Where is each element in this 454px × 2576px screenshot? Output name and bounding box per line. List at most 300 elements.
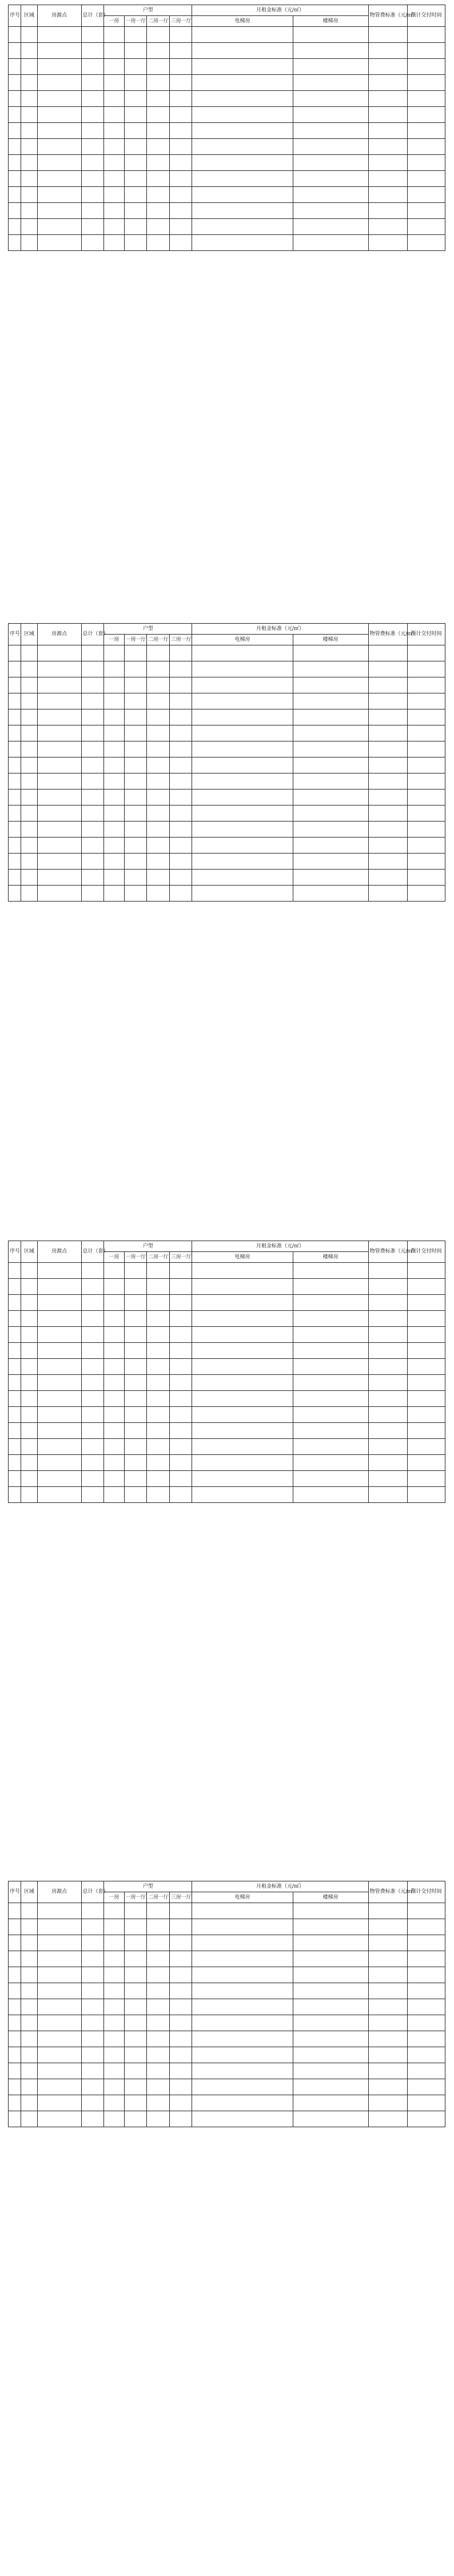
- table-cell: [104, 2063, 124, 2079]
- table-cell: [9, 1295, 21, 1311]
- table-cell: [147, 107, 170, 123]
- table-row: [9, 757, 445, 773]
- table-cell: [104, 725, 124, 741]
- table-cell: [37, 741, 81, 757]
- table-cell: [147, 886, 170, 902]
- table-cell: [147, 75, 170, 91]
- table-cell: [9, 645, 21, 661]
- table-cell: [169, 1487, 192, 1503]
- table-cell: [407, 1263, 445, 1279]
- table-cell: [407, 235, 445, 251]
- table-row: [9, 2095, 445, 2111]
- table-cell: [192, 645, 293, 661]
- table-row: [9, 2063, 445, 2079]
- table-cell: [147, 1919, 170, 1935]
- table-cell: [9, 757, 21, 773]
- table-cell: [104, 1375, 124, 1391]
- table-row: [9, 645, 445, 661]
- table-cell: [192, 1359, 293, 1375]
- table-cell: [147, 1407, 170, 1423]
- table-cell: [81, 661, 104, 677]
- table-cell: [21, 725, 38, 741]
- table-cell: [407, 91, 445, 107]
- table-cell: [169, 123, 192, 139]
- header-delivery: 预计交付时间: [407, 5, 445, 27]
- table-cell: [407, 1983, 445, 1999]
- table-cell: [368, 1407, 407, 1423]
- table-cell: [293, 2015, 368, 2031]
- header-site: 房源点: [37, 5, 81, 27]
- table-cell: [147, 2015, 170, 2031]
- table-cell: [407, 75, 445, 91]
- table-cell: [368, 75, 407, 91]
- table-cell: [147, 725, 170, 741]
- table-cell: [407, 139, 445, 155]
- table-cell: [124, 1967, 147, 1983]
- table-cell: [407, 677, 445, 693]
- table-cell: [192, 773, 293, 789]
- table-cell: [169, 2111, 192, 2127]
- table-cell: [368, 27, 407, 43]
- table-cell: [368, 1919, 407, 1935]
- table-cell: [104, 219, 124, 235]
- table-cell: [407, 1359, 445, 1375]
- table-cell: [81, 693, 104, 709]
- table-cell: [9, 1375, 21, 1391]
- table-cell: [104, 123, 124, 139]
- table-cell: [192, 2031, 293, 2047]
- table-cell: [81, 123, 104, 139]
- table-cell: [21, 219, 38, 235]
- table-cell: [407, 1455, 445, 1471]
- table-cell: [21, 171, 38, 187]
- table-cell: [407, 773, 445, 789]
- table-cell: [104, 806, 124, 822]
- table-cell: [37, 677, 81, 693]
- table-cell: [407, 1295, 445, 1311]
- table-cell: [104, 1919, 124, 1935]
- table-cell: [192, 1903, 293, 1919]
- table-cell: [21, 1407, 38, 1423]
- table-cell: [21, 2095, 38, 2111]
- table-cell: [368, 2015, 407, 2031]
- table-cell: [293, 2111, 368, 2127]
- table-row: [9, 1487, 445, 1503]
- table-row: [9, 2079, 445, 2095]
- table-cell: [21, 661, 38, 677]
- table-cell: [169, 203, 192, 219]
- header-site: 房源点: [37, 624, 81, 645]
- table-cell: [104, 693, 124, 709]
- listing-table: [8, 1241, 445, 1503]
- table-cell: [147, 171, 170, 187]
- table-cell: [21, 1279, 38, 1295]
- table-cell: [368, 1967, 407, 1983]
- table-cell: [104, 1359, 124, 1375]
- table-cell: [192, 1279, 293, 1295]
- table-cell: [192, 854, 293, 870]
- table-cell: [104, 773, 124, 789]
- table-cell: [81, 645, 104, 661]
- table-row: [9, 107, 445, 123]
- table-cell: [104, 27, 124, 43]
- header-type-1: 一房: [104, 635, 124, 645]
- table-cell: [81, 235, 104, 251]
- table-cell: [407, 854, 445, 870]
- table-cell: [368, 1935, 407, 1951]
- table-cell: [104, 1279, 124, 1295]
- table-cell: [169, 1951, 192, 1967]
- table-cell: [37, 1391, 81, 1407]
- table-cell: [21, 1903, 38, 1919]
- table-row: [9, 1359, 445, 1375]
- table-cell: [21, 235, 38, 251]
- table-row: [9, 123, 445, 139]
- table-cell: [169, 1375, 192, 1391]
- header-region: 区域: [21, 1241, 38, 1263]
- table-cell: [21, 1983, 38, 1999]
- table-cell: [37, 1359, 81, 1375]
- table-cell: [37, 2095, 81, 2111]
- table-cell: [368, 1375, 407, 1391]
- table-cell: [104, 2047, 124, 2063]
- table-row: [9, 1951, 445, 1967]
- table-cell: [293, 1311, 368, 1327]
- table-cell: [81, 2015, 104, 2031]
- table-cell: [169, 854, 192, 870]
- header-type-4: 三房一厅: [169, 1252, 192, 1263]
- table-cell: [104, 1471, 124, 1487]
- table-cell: [37, 757, 81, 773]
- table-cell: [293, 806, 368, 822]
- table-cell: [124, 2063, 147, 2079]
- table-row: [9, 838, 445, 854]
- table-cell: [124, 838, 147, 854]
- table-cell: [81, 741, 104, 757]
- table-cell: [37, 107, 81, 123]
- table-cell: [21, 123, 38, 139]
- table-cell: [124, 806, 147, 822]
- table-cell: [169, 91, 192, 107]
- table-cell: [37, 2063, 81, 2079]
- table-cell: [169, 1999, 192, 2015]
- table-cell: [293, 43, 368, 59]
- table-cell: [37, 235, 81, 251]
- table-cell: [9, 171, 21, 187]
- table-row: [9, 886, 445, 902]
- table-cell: [368, 59, 407, 75]
- table-row: [9, 235, 445, 251]
- table-cell: [192, 2015, 293, 2031]
- table-cell: [9, 2063, 21, 2079]
- table-cell: [104, 1407, 124, 1423]
- table-cell: [147, 2031, 170, 2047]
- table-cell: [21, 1311, 38, 1327]
- table-cell: [407, 1407, 445, 1423]
- table-cell: [37, 187, 81, 203]
- header-region: 区域: [21, 624, 38, 645]
- table-cell: [37, 661, 81, 677]
- table-cell: [9, 677, 21, 693]
- table-cell: [124, 1263, 147, 1279]
- table-cell: [192, 741, 293, 757]
- table-cell: [124, 2095, 147, 2111]
- table-cell: [293, 75, 368, 91]
- table-cell: [407, 1391, 445, 1407]
- table-cell: [407, 1919, 445, 1935]
- table-cell: [9, 1455, 21, 1471]
- table-cell: [81, 789, 104, 806]
- table-cell: [169, 1903, 192, 1919]
- table-cell: [9, 661, 21, 677]
- table-cell: [368, 1951, 407, 1967]
- table-row: [9, 693, 445, 709]
- table-cell: [9, 773, 21, 789]
- table-cell: [192, 123, 293, 139]
- table-cell: [368, 806, 407, 822]
- listing-table: [8, 623, 445, 902]
- table-cell: [9, 1263, 21, 1279]
- table-row: [9, 870, 445, 886]
- table-cell: [9, 822, 21, 838]
- table-cell: [407, 2047, 445, 2063]
- table-cell: [368, 2031, 407, 2047]
- table-cell: [192, 661, 293, 677]
- table-cell: [293, 661, 368, 677]
- table-cell: [368, 1391, 407, 1407]
- table-cell: [21, 693, 38, 709]
- table-cell: [368, 1311, 407, 1327]
- table-cell: [192, 709, 293, 725]
- table-cell: [368, 203, 407, 219]
- table-cell: [21, 2111, 38, 2127]
- table-cell: [169, 661, 192, 677]
- table-cell: [147, 1935, 170, 1951]
- table-cell: [37, 1311, 81, 1327]
- table-cell: [21, 838, 38, 854]
- table-cell: [368, 219, 407, 235]
- header-type-3: 二房一厅: [147, 16, 170, 27]
- table-cell: [21, 75, 38, 91]
- table-cell: [81, 155, 104, 171]
- table-cell: [104, 645, 124, 661]
- table-cell: [169, 171, 192, 187]
- table-cell: [9, 1407, 21, 1423]
- table-cell: [9, 1471, 21, 1487]
- table-cell: [293, 838, 368, 854]
- table-cell: [104, 1263, 124, 1279]
- table-cell: [169, 1263, 192, 1279]
- table-cell: [124, 91, 147, 107]
- table-cell: [192, 171, 293, 187]
- table-cell: [37, 1343, 81, 1359]
- table-cell: [37, 789, 81, 806]
- table-cell: [192, 1935, 293, 1951]
- table-cell: [147, 2079, 170, 2095]
- table-row: [9, 27, 445, 43]
- table-cell: [192, 1327, 293, 1343]
- table-cell: [147, 155, 170, 171]
- table-cell: [192, 235, 293, 251]
- table-cell: [9, 59, 21, 75]
- table-cell: [407, 1935, 445, 1951]
- table-cell: [192, 2047, 293, 2063]
- table-cell: [81, 1903, 104, 1919]
- table-cell: [169, 1471, 192, 1487]
- table-cell: [169, 1935, 192, 1951]
- table-cell: [169, 27, 192, 43]
- table-cell: [407, 1279, 445, 1295]
- header-fee: 物管费标准（元/㎡）: [368, 1881, 407, 1903]
- table-cell: [37, 1471, 81, 1487]
- header-delivery: 预计交付时间: [407, 1881, 445, 1903]
- table-cell: [147, 1423, 170, 1439]
- table-cell: [147, 645, 170, 661]
- table-cell: [192, 1311, 293, 1327]
- table-cell: [169, 59, 192, 75]
- table-row: [9, 2111, 445, 2127]
- table-cell: [147, 2063, 170, 2079]
- table-cell: [169, 870, 192, 886]
- table-cell: [368, 1455, 407, 1471]
- table-cell: [368, 235, 407, 251]
- table-cell: [192, 789, 293, 806]
- table-cell: [81, 43, 104, 59]
- table-cell: [9, 870, 21, 886]
- table-cell: [21, 870, 38, 886]
- table-cell: [81, 838, 104, 854]
- table-cell: [293, 789, 368, 806]
- table-row: [9, 2015, 445, 2031]
- table-cell: [293, 2063, 368, 2079]
- table-cell: [192, 219, 293, 235]
- table-cell: [9, 806, 21, 822]
- table-cell: [407, 741, 445, 757]
- table-cell: [9, 854, 21, 870]
- table-cell: [37, 43, 81, 59]
- table-cell: [293, 1295, 368, 1311]
- table-cell: [104, 789, 124, 806]
- table-cell: [147, 870, 170, 886]
- table-cell: [81, 1327, 104, 1343]
- table-cell: [124, 1391, 147, 1407]
- table-cell: [37, 139, 81, 155]
- table-cell: [293, 693, 368, 709]
- table-row: [9, 139, 445, 155]
- table-cell: [104, 1951, 124, 1967]
- table-cell: [407, 1343, 445, 1359]
- table-cell: [124, 1295, 147, 1311]
- table-cell: [169, 1983, 192, 1999]
- header-rent-stair: 楼梯房: [293, 1892, 368, 1903]
- table-cell: [293, 1279, 368, 1295]
- header-fee: 物管费标准（元/㎡）: [368, 5, 407, 27]
- table-cell: [21, 1391, 38, 1407]
- table-row: [9, 773, 445, 789]
- table-cell: [81, 870, 104, 886]
- table-row: [9, 187, 445, 203]
- table-cell: [192, 1919, 293, 1935]
- table-cell: [169, 677, 192, 693]
- table-cell: [192, 1967, 293, 1983]
- table-cell: [169, 1311, 192, 1327]
- table-cell: [104, 1343, 124, 1359]
- table-cell: [147, 1455, 170, 1471]
- table-cell: [9, 107, 21, 123]
- table-cell: [21, 2079, 38, 2095]
- table-cell: [368, 757, 407, 773]
- table-cell: [21, 2047, 38, 2063]
- table-cell: [192, 203, 293, 219]
- table-cell: [192, 1487, 293, 1503]
- table-cell: [104, 1295, 124, 1311]
- table-cell: [104, 886, 124, 902]
- table-cell: [192, 886, 293, 902]
- table-cell: [21, 773, 38, 789]
- table-row: [9, 1471, 445, 1487]
- table-cell: [81, 757, 104, 773]
- table-cell: [368, 677, 407, 693]
- table-cell: [192, 2095, 293, 2111]
- table-cell: [21, 1999, 38, 2015]
- table-cell: [124, 2031, 147, 2047]
- table-cell: [407, 2111, 445, 2127]
- table-cell: [293, 1439, 368, 1455]
- table-cell: [124, 235, 147, 251]
- table-cell: [169, 75, 192, 91]
- table-cell: [169, 773, 192, 789]
- table-cell: [21, 107, 38, 123]
- table-cell: [9, 2015, 21, 2031]
- table-cell: [9, 1487, 21, 1503]
- table-cell: [192, 1439, 293, 1455]
- table-cell: [368, 2111, 407, 2127]
- table-cell: [293, 1951, 368, 1967]
- table-cell: [147, 822, 170, 838]
- table-cell: [147, 1375, 170, 1391]
- table-cell: [81, 806, 104, 822]
- table-row: [9, 219, 445, 235]
- table-cell: [81, 187, 104, 203]
- table-cell: [81, 1359, 104, 1375]
- table-cell: [407, 870, 445, 886]
- table-cell: [124, 2079, 147, 2095]
- table-cell: [192, 838, 293, 854]
- header-type-4: 三房一厅: [169, 1892, 192, 1903]
- header-type-1: 一房: [104, 16, 124, 27]
- table-cell: [293, 1487, 368, 1503]
- table-cell: [147, 91, 170, 107]
- header-type: 户型: [104, 5, 192, 16]
- header-type-2: 一房一厅: [124, 1252, 147, 1263]
- header-type: 户型: [104, 624, 192, 635]
- table-cell: [37, 1999, 81, 2015]
- table-cell: [21, 2031, 38, 2047]
- table-cell: [37, 1327, 81, 1343]
- table-cell: [293, 1423, 368, 1439]
- table-cell: [293, 1471, 368, 1487]
- table-cell: [192, 1407, 293, 1423]
- header-type-4: 三房一厅: [169, 635, 192, 645]
- header-total: 总计（套）: [81, 1241, 104, 1263]
- table-cell: [407, 789, 445, 806]
- table-cell: [9, 1951, 21, 1967]
- table-cell: [21, 822, 38, 838]
- table-cell: [37, 1967, 81, 1983]
- header-region: 区域: [21, 5, 38, 27]
- table-cell: [192, 1375, 293, 1391]
- table-cell: [293, 171, 368, 187]
